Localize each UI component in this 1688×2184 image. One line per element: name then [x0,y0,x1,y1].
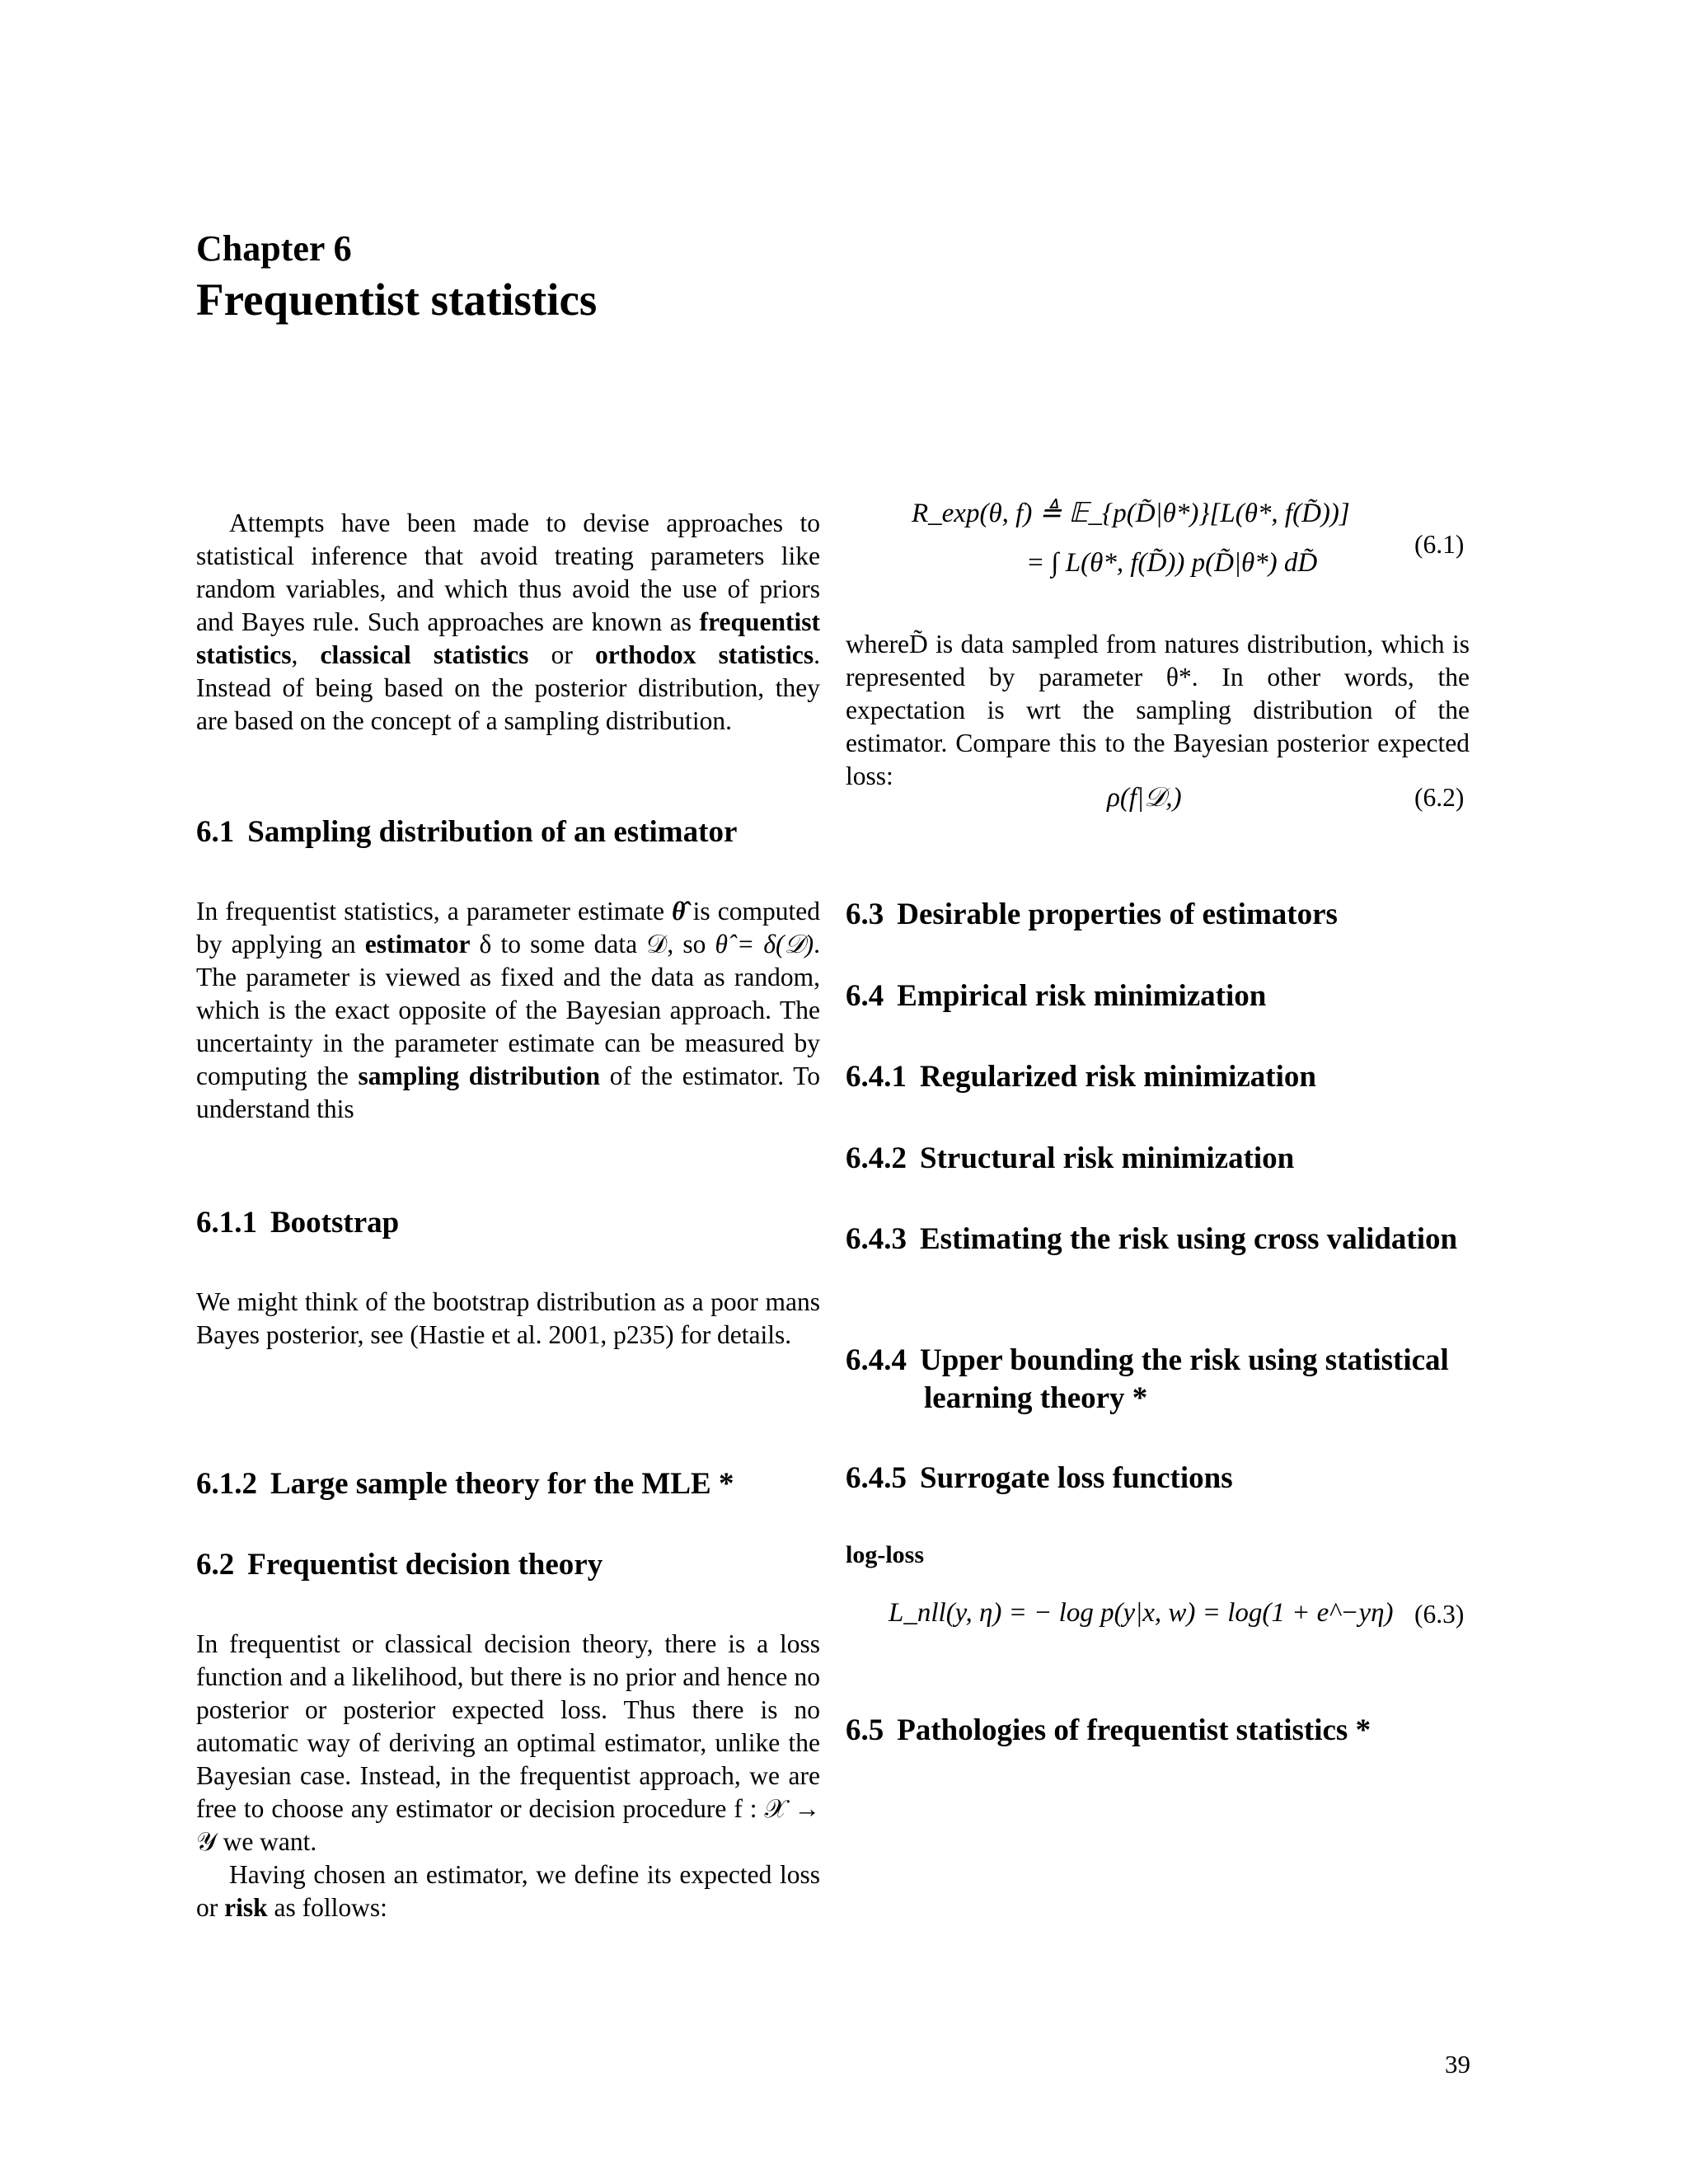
term-sampling-distribution: sampling distribution [358,1062,601,1090]
section-heading-6-1: 6.1 Sampling distribution of an estimator [196,815,738,849]
equation-6-3-number: (6.3) [1414,1600,1465,1629]
section-6-1-paragraph: In frequentist statistics, a parameter estimate θ̂ is computed by applying an estimator δ to some data 𝒟, so θ̂ = δ(𝒟). The parameter is viewed as fixed and the data as random, which is the exact opposite of the Bayesian approach. The uncertainty in the parameter estimate can be measured by computing the sampling distribution of the estimator. To understand this [196,897,820,1123]
section-6-4-3-heading-block [846,1221,1470,1258]
section-6-1-body [196,895,820,1126]
section-heading-6-4: 6.4 Empirical risk minimization [846,979,1267,1013]
equation-6-1-line-2: = ∫ L(θ*, f(D̃)) p(D̃|θ*) dD̃ [1026,548,1318,578]
section-6-1-heading-block [196,813,820,851]
section-6-2-heading-block [196,1546,820,1584]
page-number: 39 [1445,2050,1470,2079]
term-classical-statistics: classical statistics [320,640,529,669]
chapter-label: Chapter 6 [196,228,352,269]
section-6-4-5-heading-block [846,1460,1470,1497]
section-6-2-paragraph-2: Having chosen an estimator, we define its expected loss or risk as follows: [196,1860,820,1922]
section-heading-6-4-5: 6.4.5 Surrogate loss functions [846,1461,1233,1495]
section-heading-6-5: 6.5 Pathologies of frequentist statistics * [846,1713,1372,1747]
equation-6-1-number: (6.1) [1414,530,1465,559]
log-loss-heading-block [846,1541,1470,1569]
intro-paragraph: Attempts have been made to devise approaches to statistical inference that avoid treating parameters like random variables, and which thus avoid the use of priors and Bayes rule. Such approaches are known as frequentist statistics, classical statistics or orthodox statistics. Instead of being based on the posterior distribution, they are based on the concept of a sampling distribution. [196,509,820,735]
equation-6-1-line-1: R_exp(θ, f) ≜ 𝔼_{p(D̃|θ*)}[L(θ*, f(D̃))] [912,499,1350,528]
section-6-1-1-paragraph: We might think of the bootstrap distribution as a poor mans Bayes posterior, see (Hastie et al. 2001, p235) for details. [196,1287,820,1349]
equation-6-2-number: (6.2) [1414,783,1465,812]
section-heading-6-4-4: 6.4.4 Upper bounding the risk using statistical learning theory * [846,1343,1449,1415]
equation-6-1-explanation-block [846,628,1470,793]
section-heading-6-1-1: 6.1.1 Bootstrap [196,1206,400,1240]
term-orthodox-statistics: orthodox statistics [594,640,814,669]
chapter-title: Frequentist statistics [196,274,598,325]
equation-6-1-explanation: whereD̃ is data sampled from natures distribution, which is represented by parameter θ*. In other words, the expectation is wrt the sampling distribution of the estimator. Compare this to the Bayesian posterior expected loss: [846,630,1470,790]
section-6-1-1-body [196,1286,820,1352]
section-6-1-2-heading-block [196,1465,820,1503]
section-6-1-1-heading-block [196,1204,820,1242]
section-heading-6-4-3: 6.4.3 Estimating the risk using cross validation [846,1222,1458,1256]
section-heading-6-2: 6.2 Frequentist decision theory [196,1548,603,1582]
log-loss-heading: log-loss [846,1541,925,1568]
equation-6-3: L_nll(y, η) = − log p(y|x, w) = log(1 + e^−yη) [889,1598,1394,1628]
section-heading-6-4-2: 6.4.2 Structural risk minimization [846,1141,1295,1175]
term-risk: risk [224,1893,268,1922]
equation-6-2: ρ(f|𝒟,) [1107,783,1182,813]
section-heading-6-1-2: 6.1.2 Large sample theory for the MLE * [196,1467,734,1501]
section-6-2-paragraph-1: In frequentist or classical decision theory, there is a loss function and a likelihood, but there is no prior and hence no posterior or posterior expected loss. Thus there is no automatic way of deriving an optimal estimator, unlike the Bayesian case. Instead, in the frequentist approach, we are free to choose any estimator or decision procedure f : 𝒳 → 𝒴 we want. [196,1629,820,1856]
term-estimator: estimator [364,930,471,958]
intro-paragraph-block [196,507,820,738]
term-frequentist-statistics: frequentist statistics [196,607,820,669]
section-6-4-4-heading-block [846,1342,1470,1418]
section-6-4-heading-block [846,977,1470,1015]
section-6-4-1-heading-block [846,1058,1470,1096]
section-6-3-heading-block [846,896,1470,934]
section-6-5-heading-block [846,1712,1470,1750]
section-6-2-body [196,1628,820,1924]
section-6-4-2-heading-block [846,1140,1470,1178]
section-heading-6-3: 6.3 Desirable properties of estimators [846,898,1338,931]
section-heading-6-4-1: 6.4.1 Regularized risk minimization [846,1060,1316,1094]
